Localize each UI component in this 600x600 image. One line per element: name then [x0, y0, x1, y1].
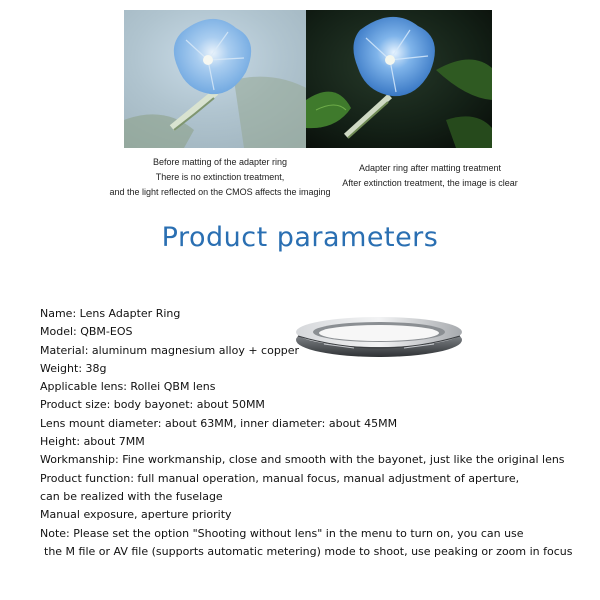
- spec-function: Product function: full manual operation, manual focus, manual adjustment of aperture,: [40, 471, 520, 485]
- caption-line: There is no extinction treatment,: [155, 172, 285, 182]
- after-matting-caption: [320, 161, 540, 191]
- spec-mount-diameter: Lens mount diameter: about 63MM, inner diameter: about 45MM: [40, 416, 398, 430]
- spec-function-cont: can be realized with the fuselage: [40, 489, 223, 503]
- spec-note: Note: Please set the option "Shooting without lens" in the menu to turn on, you can use: [40, 526, 524, 540]
- spec-product-size: Product size: body bayonet: about 50MM: [40, 398, 265, 412]
- caption-line: Adapter ring after matting treatment: [358, 163, 502, 173]
- spec-list: [40, 305, 600, 561]
- spec-weight: Weight: 38g: [40, 361, 107, 375]
- before-matting-caption: [90, 155, 350, 200]
- spec-workmanship: Workmanship: Fine workmanship, close and smooth with the bayonet, just like the original lens: [40, 453, 565, 467]
- caption-line: Before matting of the adapter ring: [152, 157, 288, 167]
- spec-height: Height: about 7MM: [40, 435, 145, 449]
- before-matting-photo: [124, 10, 310, 148]
- spec-note-cont: the M file or AV file (supports automatic metering) mode to shoot, use peaking or zoom in focus: [44, 544, 573, 558]
- spec-exposure: Manual exposure, aperture priority: [40, 508, 232, 522]
- caption-line: After extinction treatment, the image is clear: [342, 178, 518, 188]
- after-matting-photo: [306, 10, 492, 148]
- spec-applicable-lens: Applicable lens: Rollei QBM lens: [40, 380, 216, 394]
- spec-model: Model: QBM-EOS: [40, 325, 133, 339]
- spec-material: Material: aluminum magnesium alloy + copper: [40, 343, 300, 357]
- section-heading: Product parameters: [161, 222, 439, 253]
- caption-line: and the light reflected on the CMOS affects the imaging: [109, 187, 331, 197]
- spec-name: Name: Lens Adapter Ring: [40, 307, 181, 320]
